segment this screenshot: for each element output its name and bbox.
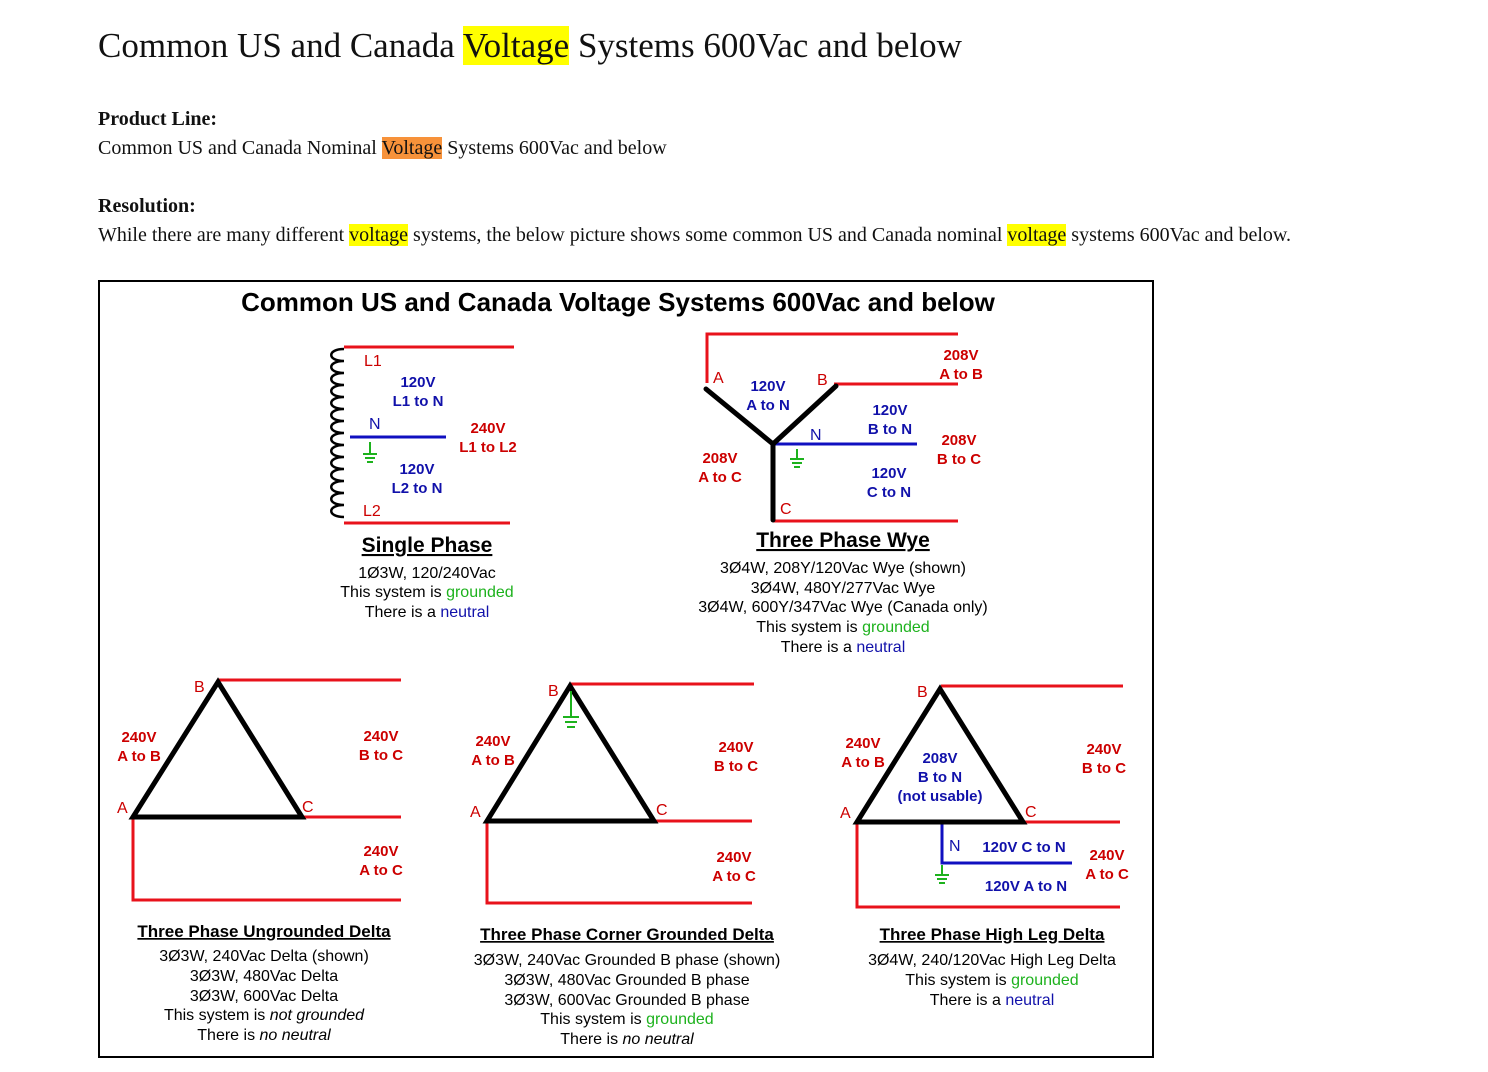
resolution-section [98, 195, 1291, 247]
grounded-text: grounded [1011, 972, 1079, 989]
not-grounded-text: not grounded [269, 1007, 365, 1024]
corner-grounded-delta-desc-1: 3Ø3W, 240Vac Grounded B phase (shown) [473, 952, 781, 969]
diagram-title: Common US and Canada Voltage Systems 600Vac and below [241, 287, 995, 317]
corner-grounded-delta-labels [470, 683, 780, 1048]
a-phase-conductor [133, 817, 401, 900]
voltage-l2-n-label: L2 to N [391, 480, 443, 497]
high-leg-delta-heading: Three Phase High Leg Delta [879, 925, 1105, 944]
voltage-a-b-label: A to B [939, 366, 983, 383]
wye-desc-3: 3Ø4W, 600Y/347Vac Wye (Canada only) [698, 599, 988, 616]
no-neutral-text: no neutral [622, 1031, 694, 1048]
voltage-a-b: 208V [943, 347, 979, 364]
resolution-text-part: systems, the below picture shows some common US and Canada nominal [408, 224, 1008, 246]
b-label: B [194, 679, 205, 696]
desc-text: This system is [756, 619, 863, 636]
desc-text: This system is [905, 972, 1012, 989]
voltage-a-c-label: A to C [359, 862, 403, 879]
ungrounded-delta-desc-4 [164, 1007, 365, 1024]
b-label: B [917, 684, 928, 701]
neutral-text: neutral [440, 604, 490, 621]
voltage-c-n: 120V [871, 465, 907, 482]
product-line-text: Systems 600Vac and below [442, 137, 667, 159]
grounded-text: grounded [446, 584, 514, 601]
voltage-a-c: 240V [363, 843, 399, 860]
voltage-a-b: 240V [121, 729, 157, 746]
n-label: N [949, 838, 961, 855]
wye-desc-1: 3Ø4W, 208Y/120Vac Wye (shown) [720, 560, 966, 577]
voltage-c-n: 120V C to N [982, 839, 1066, 856]
voltage-l1-n-label: L1 to N [392, 393, 444, 410]
wye-heading: Three Phase Wye [756, 529, 930, 552]
ungrounded-delta-desc-2: 3Ø3W, 480Vac Delta [189, 968, 339, 985]
ungrounded-delta-desc-5 [197, 1027, 331, 1044]
l1-label: L1 [364, 353, 382, 370]
voltage-b-c-label: B to C [936, 451, 982, 468]
voltage-a-b: 240V [475, 733, 511, 750]
voltage-l1-l2: 240V [470, 420, 506, 437]
diagram-canvas [100, 282, 1151, 1055]
voltage-b-c: 208V [941, 432, 977, 449]
corner-grounded-delta-desc-5 [560, 1031, 694, 1048]
ungrounded-delta-desc-1: 3Ø3W, 240Vac Delta (shown) [159, 948, 369, 965]
high-leg-delta-labels [840, 684, 1129, 1009]
wye-desc-5 [781, 639, 906, 656]
ground-icon [363, 442, 377, 462]
voltage-a-c-label: A to C [698, 469, 742, 486]
a-label: A [713, 370, 724, 387]
l2-label: L2 [363, 503, 381, 520]
c-label: C [656, 802, 668, 819]
corner-grounded-delta-desc-4 [540, 1011, 713, 1028]
voltage-a-n: 120V [750, 378, 786, 395]
voltage-a-n: 120V A to N [984, 878, 1068, 895]
ungrounded-delta-desc-3: 3Ø3W, 600Vac Delta [189, 988, 339, 1005]
ground-icon [935, 865, 949, 883]
a-label: A [117, 800, 128, 817]
corner-grounded-delta-desc-2: 3Ø3W, 480Vac Grounded B phase [504, 972, 750, 989]
voltage-b-n-note: (not usable) [897, 788, 983, 805]
product-line-value [98, 137, 667, 160]
current-search-highlight: Voltage [381, 137, 443, 159]
desc-text: There is [560, 1031, 623, 1048]
desc-text: There is a [364, 604, 441, 621]
transformer-coil [331, 349, 344, 517]
resolution-text-part: While there are many different [98, 224, 350, 246]
page-title-text: Systems 600Vac and below [569, 26, 962, 65]
n-label: N [369, 416, 381, 433]
grounded-text: grounded [646, 1011, 714, 1028]
voltage-a-c: 240V [716, 849, 752, 866]
corner-grounded-delta-heading: Three Phase Corner Grounded Delta [480, 925, 774, 944]
desc-text: There is a [929, 992, 1006, 1009]
voltage-b-c-label: B to C [358, 747, 404, 764]
product-line-label: Product Line: [98, 108, 218, 130]
voltage-a-b-label: A to B [117, 748, 161, 765]
ungrounded-delta-heading: Three Phase Ungrounded Delta [137, 922, 391, 941]
voltage-b-n: 208V [922, 750, 958, 767]
single-phase-desc-1: 1Ø3W, 120/240Vac [358, 565, 496, 582]
resolution-text [98, 224, 1291, 247]
page-title-text: Common US and Canada [98, 26, 463, 65]
product-line-text: Common US and Canada Nominal [98, 137, 382, 159]
single-phase-desc-3 [365, 604, 490, 621]
voltage-a-c-label: A to C [712, 868, 756, 885]
neutral-text: neutral [1005, 992, 1055, 1009]
ungrounded-delta-labels [117, 679, 403, 1044]
search-highlight: voltage [349, 224, 409, 246]
product-line-section [98, 108, 667, 160]
high-leg-delta-desc-3 [930, 992, 1055, 1009]
a-phase-conductor [707, 334, 958, 383]
voltage-a-b-label: A to B [841, 754, 885, 771]
desc-text: There is [197, 1027, 260, 1044]
voltage-systems-diagram [98, 280, 1154, 1058]
voltage-a-c-label: A to C [1085, 866, 1129, 883]
desc-text: This system is [540, 1011, 647, 1028]
single-phase-desc-2 [340, 584, 513, 601]
c-label: C [1025, 804, 1037, 821]
a-label: A [840, 805, 851, 822]
voltage-b-n: 120V [872, 402, 908, 419]
voltage-b-c-label: B to C [713, 758, 759, 775]
n-label: N [810, 427, 822, 444]
desc-text: This system is [163, 1007, 270, 1024]
voltage-a-c: 208V [702, 450, 738, 467]
resolution-text-part: systems 600Vac and below. [1066, 224, 1292, 246]
wye-desc-2: 3Ø4W, 480Y/277Vac Wye [750, 580, 936, 597]
voltage-l1-n: 120V [400, 374, 436, 391]
voltage-a-c: 240V [1089, 847, 1125, 864]
high-leg-delta-desc-1: 3Ø4W, 240/120Vac High Leg Delta [868, 952, 1116, 969]
a-label: A [470, 804, 481, 821]
desc-text: This system is [340, 584, 447, 601]
voltage-b-n-label: B to N [917, 769, 963, 786]
a-phase-conductor [487, 821, 752, 903]
voltage-b-c: 240V [1086, 741, 1122, 758]
search-highlight: Voltage [462, 26, 570, 65]
voltage-b-c: 240V [363, 728, 399, 745]
b-label: B [817, 372, 828, 389]
resolution-label: Resolution: [98, 195, 196, 217]
voltage-b-n-label: B to N [867, 421, 913, 438]
voltage-l2-n: 120V [399, 461, 435, 478]
single-phase-heading: Single Phase [361, 534, 493, 557]
no-neutral-text: no neutral [259, 1027, 331, 1044]
neutral-text: neutral [856, 639, 906, 656]
corner-grounded-delta-desc-3: 3Ø3W, 600Vac Grounded B phase [504, 992, 750, 1009]
search-highlight: voltage [1007, 224, 1067, 246]
desc-text: There is a [780, 639, 857, 656]
voltage-l1-l2-label: L1 to L2 [459, 439, 517, 456]
high-leg-delta-desc-2 [905, 972, 1078, 989]
grounded-text: grounded [862, 619, 930, 636]
voltage-a-b: 240V [845, 735, 881, 752]
ground-icon [790, 449, 804, 467]
wye-desc-4 [756, 619, 929, 636]
c-label: C [780, 501, 792, 518]
wye-labels [698, 347, 988, 656]
b-label: B [548, 683, 559, 700]
wye-diagram [706, 334, 958, 521]
voltage-b-c-label: B to C [1081, 760, 1127, 777]
voltage-a-b-label: A to B [471, 752, 515, 769]
voltage-a-n-label: A to N [746, 397, 790, 414]
page-title [98, 26, 962, 66]
voltage-c-n-label: C to N [866, 484, 912, 501]
c-label: C [302, 799, 314, 816]
voltage-b-c: 240V [718, 739, 754, 756]
single-phase-labels [340, 353, 516, 621]
